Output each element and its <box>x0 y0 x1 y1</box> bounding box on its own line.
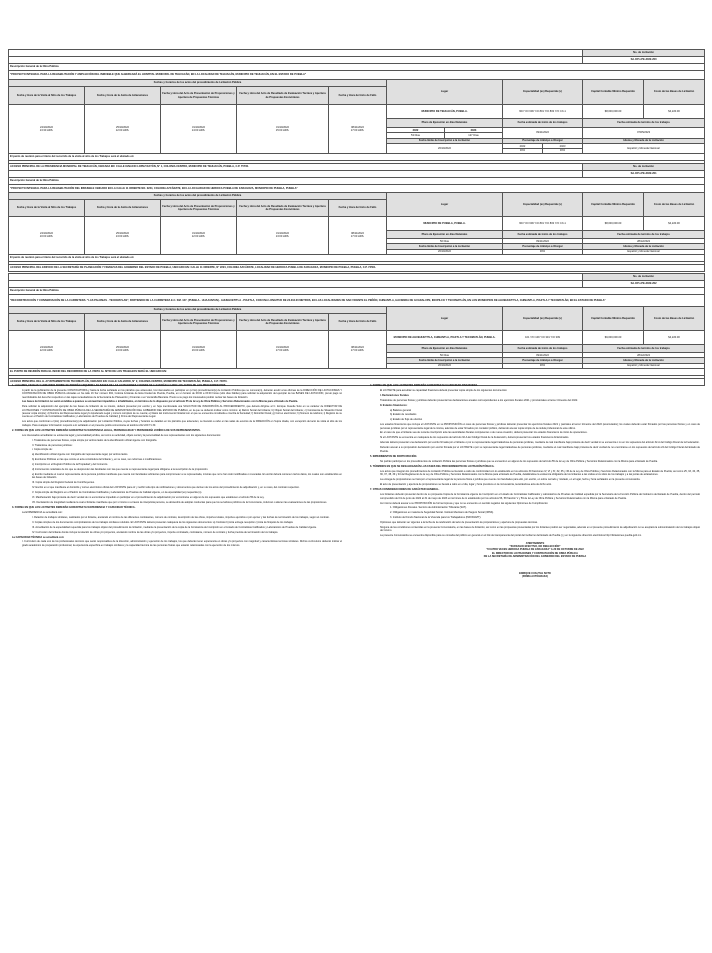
section-4-subitem-3: c) Estado de flujo de efectivo <box>390 418 423 422</box>
section-2-item-1: I. Tratándose de personas físicas, copia simple por ambos lados de la identificación oficial vigente con fotografía. <box>32 438 158 442</box>
junta-label: Fecha y Hora de la Junta de Aclaraciones <box>85 87 161 105</box>
section-2-item-3: i. Copia simple de: <box>32 448 53 452</box>
inicio-value: 09/11/2022 <box>503 239 583 244</box>
section-4-item-1: I. Declaraciones fiscales <box>380 393 409 397</box>
idioma-label: Idioma y Moneda de la Licitación <box>583 244 705 249</box>
section-3-item-3: III. Acreditación de la especialidad requerida para los trabajos objeto del procedimiento de licitación, mediante la presentación de la copia de la Constancia de Inscripción en el Listado de Contratistas Calificados y Laboratorios de Pruebas de Calidad vigente. <box>32 525 317 529</box>
signature-line-5: DE LA SECRETARÍA DE ADMINISTRACIÓN DEL GOBIERNO DEL ESTADO DE PUEBLA <box>483 554 587 558</box>
termino-label: Fecha estimada de termino de los trabajos <box>583 345 705 353</box>
limite-value: 26/10/2022 <box>387 143 503 153</box>
section-4-paragraph-1: Tratándose de personas físicas y jurídicas deberán presentar las declaraciones anuales correspondientes a los ejercicios fiscales 2021 y provisionales al tercer trimestre del 2022. <box>380 398 578 402</box>
junta-value: 25/10/2022 13:00 HRS. <box>85 217 161 255</box>
section-2-item-10: IV. Escrito en el que manifieste el domicilio y correo electrónico oficial del LICITANTE para oír y recibir toda tipo de notificaciones y documentos que deriven de los actos del procedimiento de adjudicación y, en su caso, del contrato respectivo. <box>32 486 300 490</box>
plazo-value-1: 53 Días <box>387 133 445 138</box>
section-2-item-8: e) Escrito mediante el cual el representante de la persona jurídica manifieste que cuenta con facultades suficientes para comprometer a su representada, mismas que no le han sido modificadas o revocadas. El escrito deberá contener ciertos datos, los cuales son establecidos en las bases de licitación. <box>32 472 342 480</box>
section-2-item-13: VII. Declaración de integridad mediante la cual el licitante manifieste que por sí mismo o a través de interpósita persona, se abstendrá de adoptar conductas para que los servidores públicos de la Convocante, induzcan o alteren las evaluaciones de las proposiciones. <box>32 500 328 504</box>
section-5-title: 5. IMPEDIMENTOS DE PARTICIPACIÓN. <box>370 454 417 458</box>
licitacion-table-1 <box>8 49 705 171</box>
section-2-item-6: c) Inscripción en el Registro Público de la Propiedad y del Comercio. <box>32 463 109 467</box>
no-licitacion-value: SA-OP-LPE-2022-201 <box>583 171 705 178</box>
section-3-item-1: I. Relación de trabajos similares, realizados por el licitante, anotando el nombre de las diferentes contratantes, número de contrato, descripción de las obras, importes totales, importes ejercidos o por ejercer y las fechas de terminación de los trabajos, según el contrato. <box>32 515 330 519</box>
no-licitacion-value: SA-OP-LPE-2022-200 <box>583 57 705 64</box>
lugar-value: MUNICIPIO DE AHUEHUETITLA, CHINANTLA, PIAXTLA Y TECOMATLÁN, PUEBLA. <box>387 331 503 345</box>
section-1-title: 1. LUGARES, FECHAS Y HORARIOS DONDE SE PODRÁN ADQUIRIR LAS BASES DE LAS LICITACIONES Y DONDE SE LLEVARÁN A CABO LOS ACTOS DE LOS PROCEDIMIENTOS. <box>12 384 227 387</box>
fallo-value: 08/11/2022 17:00 HRS. <box>329 331 387 369</box>
visita-label: Fecha y Hora de la Visita al Sitio de los Trabajos <box>9 314 85 331</box>
termino-value: 07/05/2023 <box>583 128 705 139</box>
section-4-paragraph-2: Los estados financieros que incluya el LICITANTE en su PROPOSICIÓN en caso de personas físicas y jurídicas deberán presentar los ejercicios fiscales 2021 y parciales al tercer trimestre del 2022 (acumulados); los cuales deberán estar firmados por las personas físicas y en caso de personas jurídicas por el representante legal de la misma, además de estar firmados por contador público, debiendo anexar copia simple de la cédula profesional de este último. <box>380 423 700 430</box>
section-3-item-4: IV. Currículum del licitante donde incluya la relación de obras y/o proyectos, anotando nombre de las obras y/o proyectos, importe contratado, contratante, número de contrato y fecha prevista de terminación de los trabajos. <box>32 530 279 534</box>
costo-value: $4,220.00 <box>644 105 705 119</box>
licitacion-table-3 <box>8 273 705 386</box>
especialidad-value: 603 Y/O 609 Y/O 801 Y/O 803 Y/O CX-1 <box>503 217 583 231</box>
anticipo-label: Porcentaje de Anticipo a Otorgar <box>503 138 583 143</box>
capital-value: $8,000,000.00 <box>583 217 644 231</box>
junta-value: 25/10/2022 12:00 HRS. <box>85 105 161 154</box>
section-6-title: 6. TÉRMINOS EN QUE SE DESAHOGARÁN LAS FASES DEL PROCEDIMIENTO DE LICITACIÓN PÚBLICA. <box>370 465 495 469</box>
resultado-label: Fecha y Hora del Acto de Resultado de Evaluación Técnica y Apertura de Propuestas Económicas <box>237 87 329 105</box>
presentacion-value: 31/10/2022 12:00 HRS. <box>161 217 237 255</box>
anticipo-year-1: 2022 <box>503 145 542 149</box>
section-4-paragraph-4: Si el LICITANTE se encuentra en cualquiera de los supuestos del artículo 32-A del Código Fiscal de la Federación, deberá presentar los estados financieros dictaminados. <box>380 436 570 440</box>
section-6-paragraph-3: El acto de presentación y apertura de proposiciones se llevará a cabo en el día, lugar y hora previstos en la convocatoria, levantándose acta de dicho acto. <box>380 483 552 487</box>
section-7-title: 7. OTRAS CONSIDERACIONES DE CARÁCTER GENERAL. <box>370 488 440 492</box>
section-4-item-2: II. Estados financieros: <box>380 403 408 407</box>
resultado-value: 31/10/2022 13:00 HRS. <box>237 217 329 255</box>
especialidad-value: 101 Y/O 109 Y/O 301 Y/O 309 <box>503 331 583 345</box>
section-7-item-1: 1. Obligaciones Fiscales. Servicio de Administración Tributaria (SAT). <box>390 506 467 510</box>
termino-value: 28/12/2022 <box>583 353 705 358</box>
section-2-item-11: V. Copia simple del Registro en el Padrón de Contratistas Calificados y Laboratorios de Pruebas de Calidad vigente, en la especialidad (es) requerida (s). <box>32 491 203 494</box>
desc-obra-value: "PROYECTO INTEGRAL PARA LA REHABILITACIÓN Y AMPLIACIÓN DEL INMUEBLE QUE ALBERGARÁ EL HOSPITAL MUNICIPAL DE TEHUACÁN, EN LA LOCALIDAD DE TEHUACÁN, MUNICIPIO DE TEHUACÁN, EN EL ESTADO DE PUEBLA" <box>9 71 705 80</box>
presentacion-value: 31/10/2022 14:00 HRS. <box>161 105 237 154</box>
anticipo-value: 30% <box>503 249 583 254</box>
plazo-label: Plazo de Ejecución en días Naturales <box>387 119 503 128</box>
section-7-paragraph-3: Opiniones que deberán ser vigentes a la fecha de la celebración del acto de presentación de proposiciones y apertura de propuestas técnicas. <box>380 521 538 525</box>
resultado-value: 31/10/2022 15:00 HRS. <box>237 105 329 154</box>
plazo-value: 50 Días <box>387 353 503 358</box>
section-7-item-3: 3. Instituto del Fondo Nacional de la Vivienda para los Trabajadores (INFONAVIT). <box>390 516 482 520</box>
visita-value: 24/10/2022 10:00 HRS. <box>9 217 85 255</box>
plazo-year-2: 2023 <box>445 128 503 133</box>
section-6-paragraph-1: Los actos que integran los procedimientos de Licitación Pública se llevarán a cabo de conformidad con lo establecido en los artículos 30 fracciones IV, VI y XI; 32, 35 y 36 de la Ley de Obra Pública y Servicios Relacionados con la Misma para el Estado de Puebla; así como 25, 33, 34, 35, 36, 37, 38, 39 y 40 del Reglamento de la Ley de Obra Pública y Servicios Relacionados con la Misma para el Estado de Puebla, detallándose la existencia obligatoria de los licitantes a las visitas a los sitios de los trabajos y a las juntas de aclaraciones. <box>380 469 700 477</box>
idioma-value: Español y Moneda Nacional <box>583 363 705 368</box>
visita-value: 24/10/2022 12:00 HRS. <box>9 331 85 369</box>
especialidad-label: Especialidad (es) Requerida (s) <box>503 307 583 331</box>
section-4-intro: El LICITANTE para acreditar su capacidad financiera deberá presentar copia simple de los siguientes documentos: <box>380 388 508 392</box>
section-7-item-2: 2. Obligaciones en materia de Seguridad Social. Instituto Mexicano del Seguro Social (IMSS). <box>390 511 494 515</box>
lugar-label: Lugar <box>387 193 503 217</box>
punto-reunion-label: El punto de reunión para el inicio del recorrido de la visita al sitio de los Trabajos será el ubicado en: <box>9 254 705 261</box>
section-2-item-12: VI. Manifestación bajo protesta de decir verdad de no encontrarse impedido en participar en el procedimiento de adjudicación por encontrarse en alguno de los supuestos que establecen el artículo 55 de la Ley. <box>32 495 265 499</box>
desc-obra-value: "RECONSTRUCCIÓN Y CONSERVACIÓN DE LA CARRETERA: "LAS PALOMAS - TECOMATLAN", PARTIENDO DE LA CARRETERA E.C. KM. 127. (PUEBLA - HUAJUAPAN) - AHUEHUETITLA - PIAXTLA, CON UNA LONGITUD DE 23.234.00 METROS, EN LAS LOCALIDADES DE SAN VICENTE EL PEÑÓN, CHINANTLA, HACIENDA DE GUADALUPE, INCIPILCO Y TECOMATLÁN, EN LOS MUNICIPIOS DE AHUEHUETITLA, CHINANTLA, PIAXTLA Y TECOMATLÁN, EN EL ESTADO DE PUEBLA" <box>9 295 705 307</box>
section-3-intro: La EXPERIENCIA se acreditará con: <box>22 511 63 515</box>
signature-line-1: ATENTAMENTE <box>525 541 545 545</box>
section-3-title: 3. FORMA EN QUE LOS LICITANTES DEBERÁN ACREDITAR SU EXPERIENCIA Y CAPACIDAD TÉCNICA. <box>12 506 136 510</box>
costo-label: Costo de las Bases de Licitación <box>644 307 705 331</box>
section-3-item-2: II. Copias simples de los documentos comprobatorios de los trabajos similares referidos. El LICITANTE deberá presentar cualquiera de los siguientes documentos: a) Contrato b) Acta entrega recepción c) Acta de finiquito de los trabajos <box>32 520 293 524</box>
visita-label: Fecha y Hora de la Visita al Sitio de los Trabajos <box>9 87 85 105</box>
section-1-paragraph-2: Las bases de licitación no serán vendidas a quienes se encuentren impedidos o inhabilitados, en términos de lo dispuesto por el artículo 55 de la Ley de Obra Pública y Servicios Relacionados con la Misma para el Estado de Puebla. <box>22 400 298 404</box>
fallo-value: 08/11/2022 17:00 HRS. <box>329 105 387 154</box>
costo-label: Costo de las Bases de Licitación <box>644 80 705 105</box>
section-4-subitem-1: a) Balance general <box>390 408 411 412</box>
left-column <box>12 382 342 549</box>
section-2-item-5: b) Escrituras Públicas en las que conste el acta constitutiva del licitante y, en su caso, sus reformas o modificaciones. <box>32 458 163 462</box>
junta-value: 25/10/2022 13:00 HRS. <box>85 331 161 369</box>
especialidad-label: Especialidad (es) Requerida (s) <box>503 80 583 105</box>
section-7-list <box>370 506 700 519</box>
presentacion-label: Fecha y Hora del Acto de Presentación de Proposiciones y Apertura de Propuestas Técnicas <box>161 87 237 105</box>
plazo-label: Plazo de Ejecución en días Naturales <box>387 345 503 353</box>
punto-reunion-address: ACCESO PRINCIPAL DEL H. AYUNTAMIENTO DE TECOMATLÁN, UBICADO EN: CALLE CALVARIO, N° 2, COLONIA CENTRO, MUNICIPIO DE TECOMATLÁN, PUEBLA, C.P. 74870. <box>9 378 705 385</box>
idioma-label: Idioma y Moneda de la Licitación <box>583 358 705 363</box>
section-3-capacidad-label: La CAPACIDAD TÉCNICA se acreditará con: <box>12 535 65 539</box>
section-4-paragraph-5: Además deberá presentar una declaración por escrito firmada por el licitante o por su representante legal tratándose de personas jurídicas, mediante la cual manifieste bajo protesta de decir verdad si se encuentra o no en los supuestos del artículo 32-A del Código Fiscal de la Federación. <box>380 441 700 445</box>
junta-label: Fecha y Hora de la Junta de Aclaraciones <box>85 314 161 331</box>
fechas-header: Fechas y horarios de los actos del procedimiento de Licitación Pública <box>9 193 387 200</box>
limite-label: Fecha límite de Inscripción a la Licitación <box>387 244 503 249</box>
signature-line-2: "SUFRAGIO EFECTIVO, NO REELECCIÓN" <box>509 544 561 548</box>
anticipo-label: Porcentaje de Anticipo a Otorgar <box>503 358 583 363</box>
section-1-paragraph-4: Los actos que conforman el (los) procedimiento(s) de adjudicación por Licitación Pública, cuyas fechas y horarios se detallan en los párrafos que anteceden, se llevarán a cabo en las salas de eventos de la DIRECCIÓN en Supra citada, con excepción del acto de visita al sitio de los trabajos. Para cualquier información respecto a lo señalado en el presente podrá comunicarse al teléfono 222 229 71 30. <box>22 420 342 427</box>
fallo-label: Fecha y Hora del Acto de Fallo <box>329 87 387 105</box>
signature-line-3: "CUATRO VECES HEROICA PUEBLA DE ZARAGOZA" A 20 DE OCTUBRE DE 2022 <box>486 548 584 552</box>
inicio-value: 09/11/2022 <box>503 353 583 358</box>
lugar-value: MUNICIPIO DE PUEBLA, PUEBLA. <box>387 217 503 231</box>
resultado-label: Fecha y Hora del Acto de Resultado de Evaluación Técnica y Apertura de Propuestas Económicas <box>237 200 329 217</box>
costo-label: Costo de las Bases de Licitación <box>644 193 705 217</box>
costo-value: $4,220.00 <box>644 217 705 231</box>
presentacion-label: Fecha y Hora del Acto de Presentación de Proposiciones y Apertura de Propuestas Técnicas <box>161 314 237 331</box>
section-2-title: 2. FORMA EN QUE LOS LICITANTES DEBERÁN ACREDITAR SU EXISTENCIA LEGAL, PERSONALIDAD Y PERSONERÍA JURÍDICA DE SUS REPRESENTANTES. <box>12 428 201 432</box>
lugar-value: MUNICIPIO DE TEHUACÁN, PUEBLA. <box>387 105 503 119</box>
punto-reunion-address: ACCESO PRINCIPAL DE LA PRESIDENCIA MUNICIPAL DE TEHUACÁN, UBICADA EN: CALLE IGNACIO LOPEZ RAYÓN, N° 1, COLONIA CENTRO, MUNICIPIO DE TEHUACÁN, PUEBLA, C.P. 75700. <box>9 163 705 170</box>
visita-label: Fecha y Hora de la Visita al Sitio de los Trabajos <box>9 200 85 217</box>
inicio-label: Fecha estimada de inicio de los trabajos <box>503 345 583 353</box>
visita-value: 24/10/2022 13:30 HRS. <box>9 105 85 154</box>
section-1-paragraph-1: A partir de la publicación de la presente CONVOCATORIA y hasta la fecha señalada en los párrafos que anteceden, los interesados en participar en (el los) procedimiento(s) de Licitación Pública que se convoca(n), deberán acudir a las oficinas de la DIRECCIÓN DE LICITACIONES Y CONTRATACIÓN DE OBRA PÚBLICA ubicadas en 3a calle 16 Sur número 902, Colonia Azcárate de Esta Ciudad de Puebla, Puebla, en un horario de 09:00 a 15:00 horas (sólo días hábiles) para solicitar la adquisición del ejemplar de las BASES DE LICITACIÓN, previo pago no reembolsable del derecho respectivo en las cajas recaudadoras de la Secretaría de Planeación y Finanzas o en Ventanilla Bancaria. Previo a su pago los interesados podrán revisar las bases de licitación. <box>22 388 342 399</box>
anticipo-label: Porcentaje de Anticipo a Otorgar <box>503 244 583 249</box>
plazo-label: Plazo de Ejecución en días Naturales <box>387 231 503 239</box>
plazo-value: 50 Días <box>387 239 503 244</box>
desc-obra-value: "PROYECTO INTEGRAL PARA LA REHABILITACIÓN DEL INMUEBLE UBICADO EN LA CALLE 11 ORIENTE NO. 2224, COLONIA AZCÁRATE, EN LA LOCALIDAD DE HEROICA PUEBLA DE ZARAGOZA, MUNICIPIO DE PUEBLA, PUEBLA" <box>9 185 705 193</box>
punto-reunion-label: El punto de reunión para el inicio del recorrido de la visita al sitio de los Trabajos será el ubicado en: <box>9 153 705 160</box>
junta-label: Fecha y Hora de la Junta de Aclaraciones <box>85 200 161 217</box>
especialidad-value: 603 Y/O 609 Y/O 801 Y/O 803 Y/O CX-1 <box>503 105 583 119</box>
limite-label: Fecha límite de Inscripción a la Licitación <box>387 358 503 363</box>
presentacion-label: Fecha y Hora del Acto de Presentación de Proposiciones y Apertura de Propuestas Técnicas <box>161 200 237 217</box>
section-4-paragraph-6: Deberán anexar a su proposición declaración por escrito firmada por el LICITANTE o por su representante legal tratándose de personas jurídicas, mediante el cual manifieste bajo protesta de decir verdad de no encontrarse en los supuestos del artículo 24 del Código Fiscal del Estado de Puebla. <box>380 446 700 453</box>
limite-value: 26/10/2022 <box>387 363 503 368</box>
resultado-label: Fecha y Hora del Acto de Resultado de Evaluación Técnica y Apertura de Propuestas Económicas <box>237 314 329 331</box>
section-2-item-4: a) Identificación oficial vigente con fotografía del representante legal, por ambos lados. <box>32 453 129 457</box>
capital-label: Capital Contable Mínimo Requerido <box>583 307 644 331</box>
fechas-header: Fechas y horarios de los actos del procedimiento de Licitación Pública <box>9 80 387 87</box>
idioma-value: Español y Moneda Nacional <box>583 143 705 153</box>
section-7-paragraph-2: Así mismo deberá anexar a su PROPOSICIÓN de forma impresa y que no se encuentre en sentido negativo las siguientes Opiniones de Cumplimiento: <box>380 501 549 505</box>
fechas-header: Fechas y horarios de los actos del procedimiento de Licitación Pública <box>9 307 387 314</box>
signer-note: (FIRMA AUTÓGRAFA) <box>522 575 548 579</box>
section-4-list <box>370 409 700 422</box>
section-2-item-2: II. Tratándose de personas jurídicas: <box>32 443 73 447</box>
presentacion-value: 31/10/2022 16:00 HRS. <box>161 331 237 369</box>
section-1-paragraph-3: Para solicitar la adquisición del ejemplar de las bases de licitación de su interés, deberá presentar por escrito y en hoja membretada una SOLICITUD DE INSCRIPCIÓN AL PROCEDIMIENTO, que deberá dirigirse al C. Enrique Cuautle Soto en su carácter de DIRECTOR DE LICITACIONES Y CONTRATACIÓN DE OBRA PÚBLICA DE LA SECRETARÍA DE ADMINISTRACIÓN DEL GOBIERNO DEL ESTADO DE PUEBLA, en la que se deberán indicar como mínimo: a) Razón Social del licitante; b) Objeto Social del licitante; c) Constancia de Situación Fiscal (anexar copia simple); d) Nombre del Representante legal y/o Apoderado Legal y número completo de su cuenta; e) Datos del instrumento Notarial con el que se encuentra constituida e inscrita la Sociedad; f) Domicilio Fiscal; g) Correo electrónico; h) Número de teléfono; i) Registro de su cuenta en el Padrón de Contratistas Calificados y Laboratorios de Pruebas de Calidad; j) Firma del Representante Legal. <box>22 405 342 419</box>
convocatoria-body <box>8 382 704 942</box>
section-2-item-7: d) Instrumentos notariales de los que se desprenden las facultades con las que cuenta su representante legal para obligarse a la suscripción de la proposición. <box>32 468 209 472</box>
desc-obra-label: Descripción General de la Obra Pública <box>9 178 705 185</box>
fallo-value: 08/11/2022 17:00 HRS. <box>329 217 387 255</box>
section-5-paragraph: No podrán participar en los procedimientos de Licitación Pública las personas físicas o jurídicas que se encuentren en alguno de los supuestos del artículo 55 de la Ley de Obra Pública y Servicios Relacionados con la Misma para el Estado de Puebla. <box>380 459 658 463</box>
no-licitacion-label: No. de Licitación <box>583 164 705 171</box>
section-7-paragraph-5: La presente Convocatoria se encuentra disponible para su consulta del público en general en el link de transparencia del portal del Gobierno del Estado de Puebla () y en la siguiente dirección electrónica http://licitaciones.puebla.gob.mx. <box>380 534 642 538</box>
termino-value: 28/12/2022 <box>583 239 705 244</box>
section-4-subitem-2: b) Estado de resultados <box>390 413 417 417</box>
inicio-label: Fecha estimada de inicio de los trabajos <box>503 231 583 239</box>
idioma-value: Español y Moneda Nacional <box>583 249 705 254</box>
right-column <box>370 382 700 579</box>
desc-obra-label: Descripción General de la Obra Pública <box>9 288 705 295</box>
capital-value: $9,000,000.00 <box>583 331 644 345</box>
plazo-year-1: 2022 <box>387 128 445 133</box>
anticipo-value-1: 30% <box>519 148 526 152</box>
termino-label: Fecha estimada de termino de los trabajos <box>583 119 705 128</box>
section-3-list <box>12 516 342 534</box>
idioma-label: Idioma y Moneda de la Licitación <box>583 138 705 143</box>
capital-value: $8,000,000.00 <box>583 105 644 119</box>
anticipo-year-2: 2023 <box>543 145 582 149</box>
signer-name: ENRIQUE CUAUTLE SOTO <box>519 572 551 576</box>
anticipo-value-2: 30% <box>559 148 566 152</box>
inicio-value: 09/11/2022 <box>503 128 583 139</box>
capital-label: Capital Contable Mínimo Requerido <box>583 193 644 217</box>
signature-line-4: EL DIRECTOR DE LICITACIONES Y CONTRATACIÓN DE OBRA PÚBLICA <box>492 551 578 555</box>
no-licitacion-label: No. de Licitación <box>583 274 705 281</box>
fallo-label: Fecha y Hora del Acto de Fallo <box>329 314 387 331</box>
no-licitacion-value: SA-OP-LPE-2022-202 <box>583 281 705 288</box>
licitacion-table-2 <box>8 163 705 272</box>
desc-obra-label: Descripción General de la Obra Pública <box>9 64 705 71</box>
resultado-value: 31/10/2022 17:00 HRS. <box>237 331 329 369</box>
costo-value: $4,220.00 <box>644 331 705 345</box>
section-4-paragraph-3: En el caso de que el licitante sea de reciente inscripción ante las autoridades fiscales competentes o de nueva creación, deberá presentar los estados financieros de inicio de operaciones. <box>380 431 588 435</box>
punto-reunion-label: EL PUNTO DE REUNIÓN PARA EL INICIO DEL RECORRIDO DE LA VISITA AL SITIO DE LOS TRABAJOS SERÁ EL UBICADO EN: <box>9 368 705 375</box>
signature-block <box>370 542 700 559</box>
section-7-paragraph-4: Ninguna de las condiciones contenidas en la presente Convocatoria, en las bases de licitación, así como en las propuestas presentadas por los licitantes podrán ser negociadas, además en el presente procedimiento de adjudicación no se aceptará la subcontratación de los trabajos objeto del mismo. <box>380 526 700 533</box>
fallo-label: Fecha y Hora del Acto de Fallo <box>329 200 387 217</box>
section-2-item-9: III. Copia simple del Registro Federal de Contribuyentes. <box>32 481 95 485</box>
plazo-value-2: 127 Días <box>445 133 503 138</box>
section-7-paragraph-1: Los licitantes deberán presentar dentro de su propuesta Copia de la Constancia vigente de Inscripción en el Listado de Contratistas Calificados y Laboratorios de Pruebas de Calidad expedida por la Secretaría de la Función Pública del Gobierno del Estado de Puebla, dentro del período comprendido del 01 de junio de 2022 al 31 de mayo de 2023 en términos de lo establecido por los artículos 56, 58 fracción V y 59 de la Ley de Obra Pública y Servicios Relacionados con la Misma para el Estado de Puebla. <box>380 493 700 500</box>
section-4-title: 4. FORMA EN QUE LOS LICITANTES DEBERÁN ACREDITAR SU CAPACIDAD FINANCIERA. <box>370 384 478 387</box>
limite-value: 26/10/2022 <box>387 249 503 254</box>
capital-label: Capital Contable Mínimo Requerido <box>583 80 644 105</box>
section-2-list <box>12 439 342 505</box>
lugar-label: Lugar <box>387 80 503 105</box>
lugar-label: Lugar <box>387 307 503 331</box>
section-6-paragraph-2: La entrega de proposiciones se hará por el representante legal de la persona física o jurídica que cuente con facultades para ello, por escrito, en sobre cerrado y rotulado, en el lugar, fecha y hora señalados en la presente convocatoria. <box>380 478 641 482</box>
section-2-intro: Los interesados acreditarán su existencia legal y personalidad jurídica, así como su actividad, objeto social y la personalidad de sus representantes con los siguientes documentos: <box>22 433 222 437</box>
especialidad-label: Especialidad (es) Requerida (s) <box>503 193 583 217</box>
section-3-capacidad-item: I. Currículum de cada uno de los profesionales técnicos que serán responsables de la dirección, administración y ejecución de los trabajos, los que deberán tener experiencia en obras y/o proyectos con magnitud y características técnicas similares. Dichos currículums deberán indicar el grado académico de preparación profesional, la experiencia específica en trabajos similares y la capacidad técnica de las personas físicas que estarán relacionadas con la ejecución de los mismos. <box>22 540 342 547</box>
punto-reunion-address: ACCESO PRINCIPAL DEL EDIFICIO DE LA SECRETARÍA DE PLANEACIÓN Y FINANZAS DEL GOBIERNO DEL ESTADO DE PUEBLA, UBICADO EN: CALLE 11 ORIENTE, N° 2224, COLONIA AZCÁRATE, LOCALIDAD DE HEROICA PUEBLA DE ZARAGOZA, MUNICIPIO DE PUEBLA, PUEBLA, C.P. 72501. <box>9 264 705 271</box>
no-licitacion-label: No. de Licitación <box>583 50 705 57</box>
limite-label: Fecha límite de Inscripción a la Licitación <box>387 138 503 143</box>
inicio-label: Fecha estimada de inicio de los trabajos <box>503 119 583 128</box>
anticipo-value: 30% <box>503 363 583 368</box>
termino-label: Fecha estimada de termino de los trabajos <box>583 231 705 239</box>
